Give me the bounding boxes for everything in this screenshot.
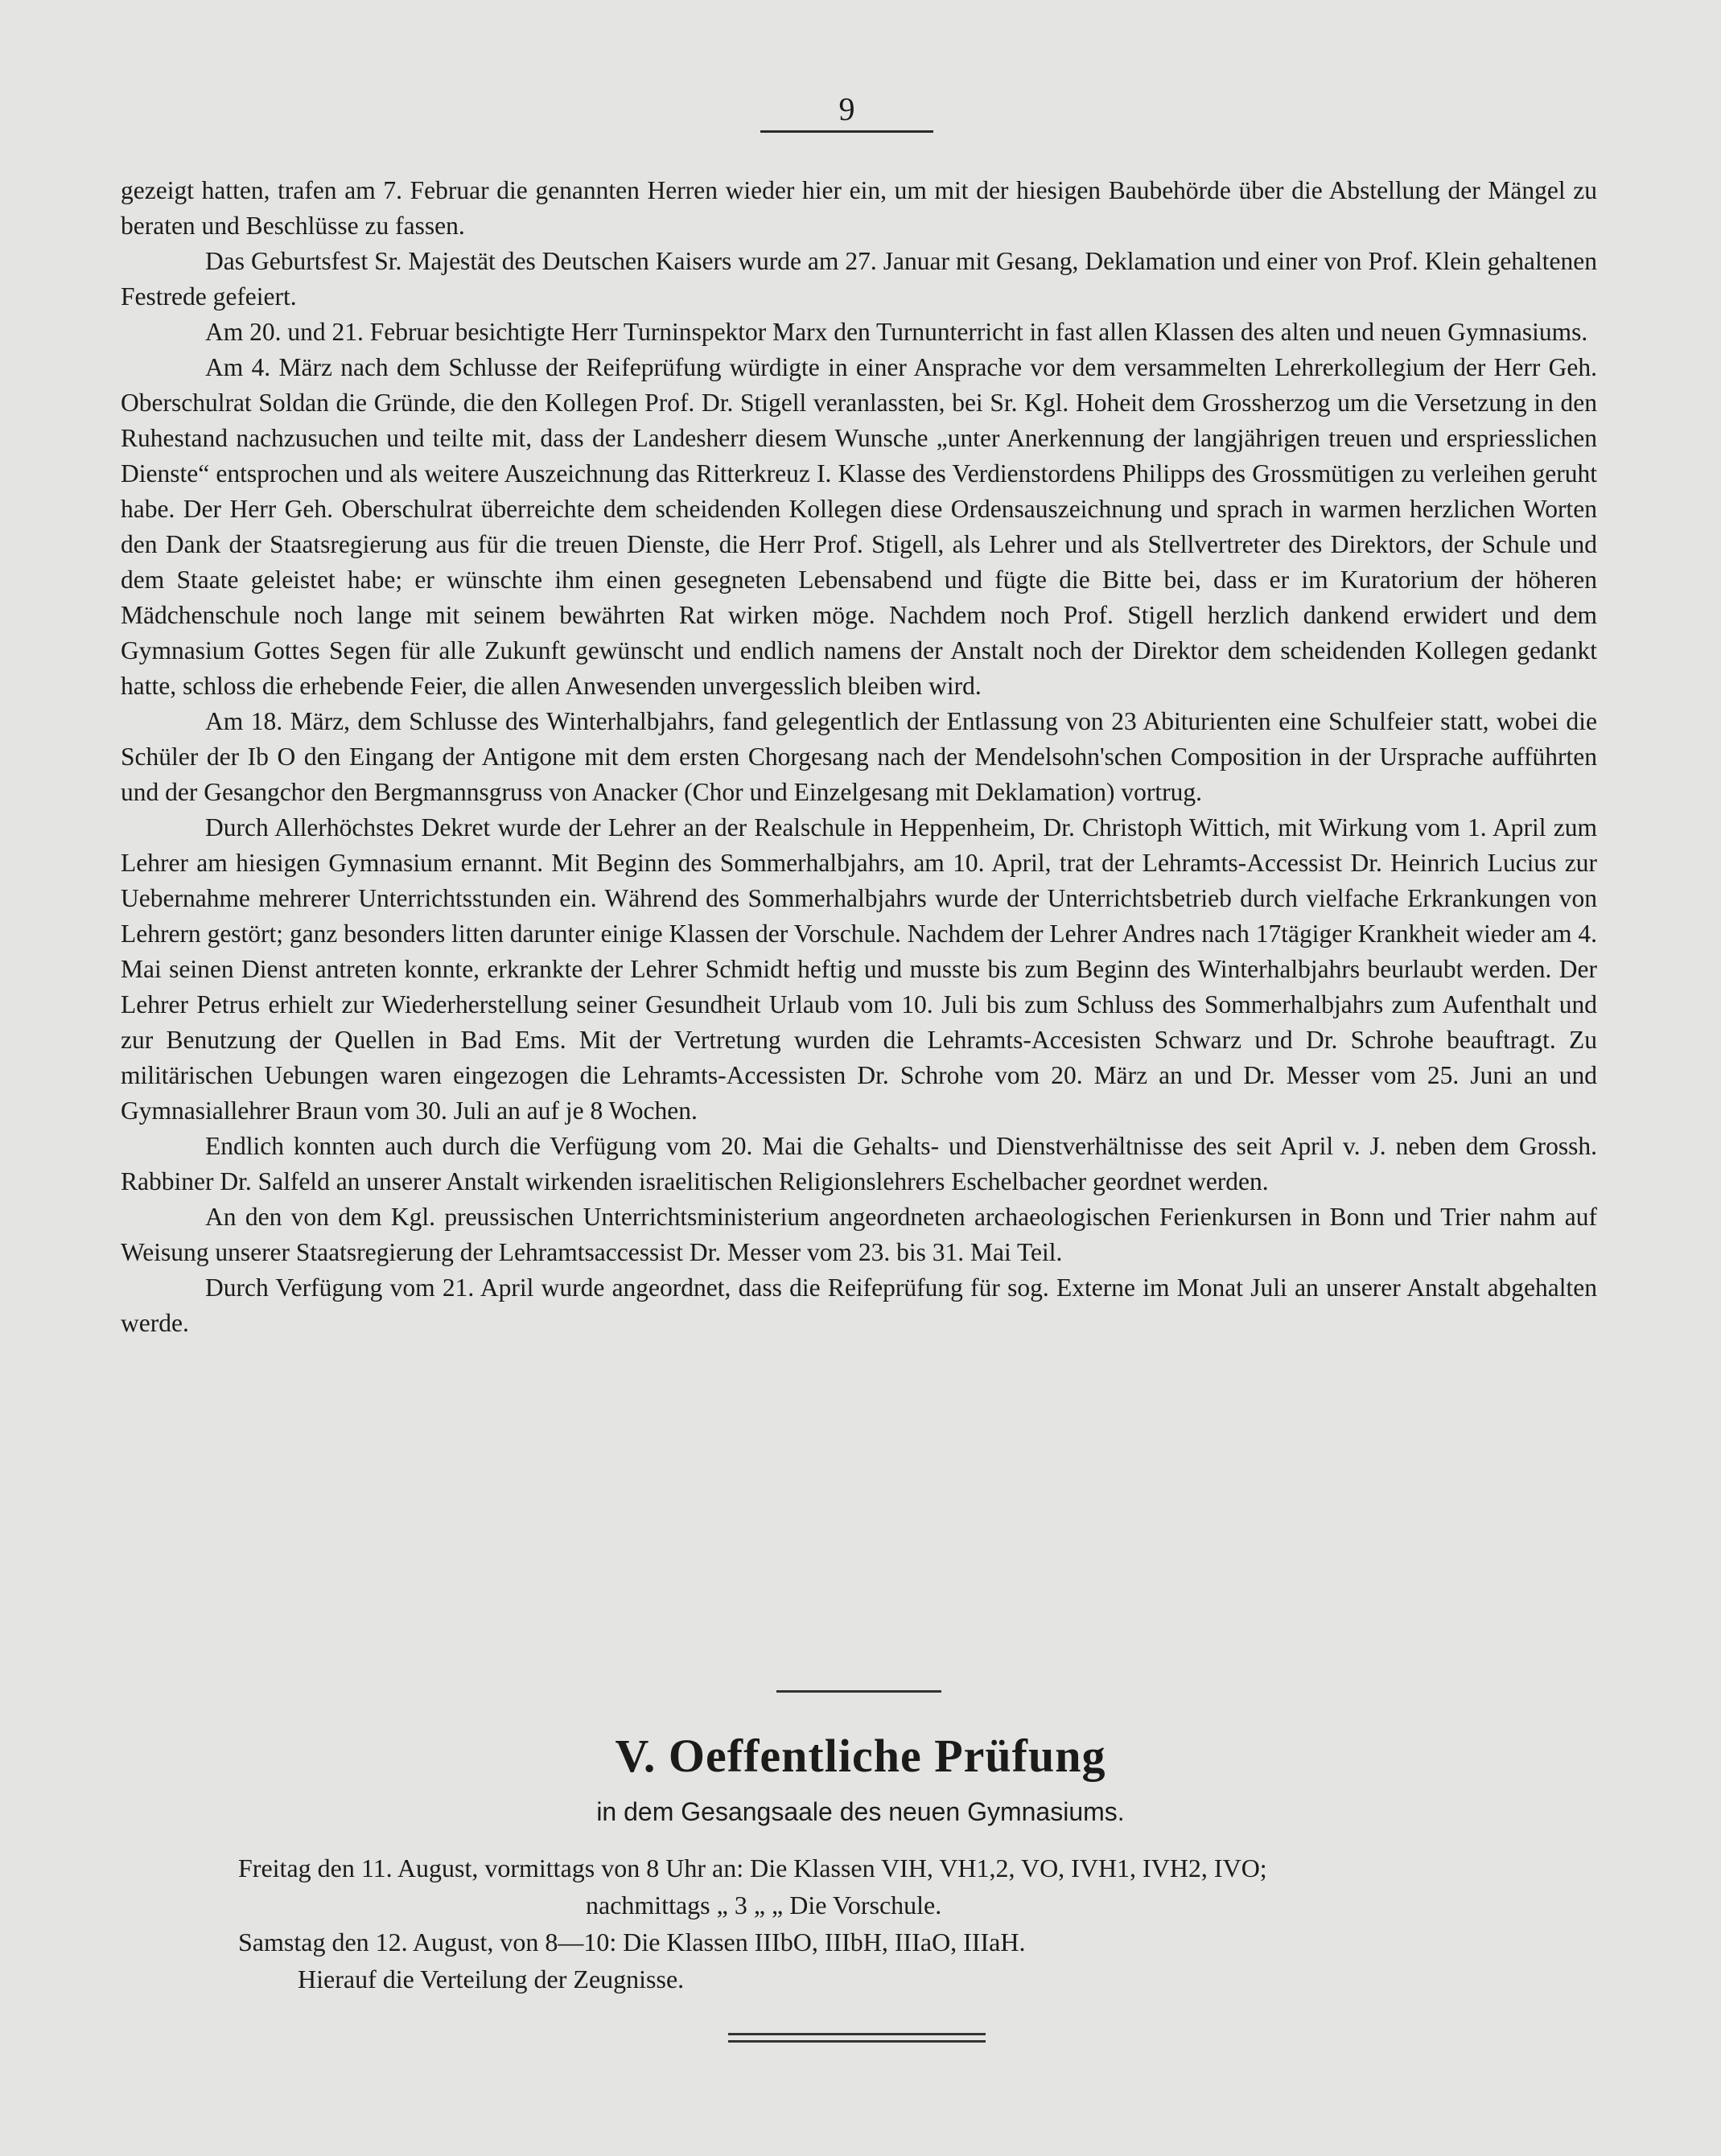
paragraph: Durch Allerhöchstes Dekret wurde der Lehrer an der Realschule in Heppenheim, Dr. Christoph Wittich, mit Wirkung vom 1. April zum Lehrer am hiesigen Gymnasium ernannt. Mit Beginn des Sommerhalbjahrs, am 10. April, trat der Lehramts-Accessist Dr. Heinrich Lucius zur Uebernahme mehrerer Unterrichtsstunden ein. Während des Sommerhalbjahrs wurde der Unterrichtsbetrieb durch vielfache Erkrankungen von Lehrern gestört; ganz besonders litten darunter einige Klassen der Vorschule. Nachdem der Lehrer Andres nach 17tägiger Krankheit wieder am 4. Mai seinen Dienst antreten konnte, erkrankte der Lehrer Schmidt heftig und musste bis zum Beginn des Winterhalbjahrs beurlaubt werden. Der Lehrer Petrus erhielt zur Wiederherstellung seiner Gesundheit Urlaub vom 10. Juli bis zum Schluss des Sommerhalbjahrs zum Aufenthalt und zur Benutzung der Quellen in Bad Ems. Mit der Vertretung wurden die Lehramts-Accesisten Schwarz und Dr. Schrohe beauftragt. Zu militärischen Uebungen waren eingezogen die Lehramts-Accessisten Dr. Schrohe vom 20. März an und Dr. Messer vom 25. Juni an und Gymnasiallehrer Braun vom 30. Juli an auf je 8 Wochen. bbox=[121, 813, 1597, 1125]
paragraph: Endlich konnten auch durch die Verfügung vom 20. Mai die Gehalts- und Dienstverhältnisse des seit April v. J. neben dem Grossh. Rabbiner Dr. Salfeld an unserer Anstalt wirkenden israelitischen Religionslehrers Eschelbacher geordnet werden. bbox=[121, 1132, 1597, 1195]
schedule-line-certificates: Hierauf die Verteilung der Zeugnisse. bbox=[298, 1965, 685, 1993]
section-subheading: in dem Gesangsaale des neuen Gymnasiums. bbox=[596, 1797, 1125, 1826]
page-number: 9 bbox=[760, 90, 933, 133]
end-divider-top bbox=[728, 2033, 986, 2035]
paragraph: gezeigt hatten, trafen am 7. Februar die genannten Herren wieder hier ein, um mit der hiesigen Baubehörde über die Abstellung der Mängel zu beraten und Beschlüsse zu fassen. bbox=[121, 176, 1597, 240]
paragraph: Am 4. März nach dem Schlusse der Reifeprüfung würdigte in einer Ansprache vor dem versammelten Lehrerkollegium der Herr Geh. Oberschulrat Soldan die Gründe, die den Kollegen Prof. Dr. Stigell veranlassten, bei Sr. Kgl. Hoheit dem Grossherzog um die Versetzung in den Ruhestand nachzusuchen und teilte mit, dass der Landesherr diesem Wunsche „unter Anerkennung der langjährigen treuen und erspriesslichen Dienste“ entsprochen und als weitere Auszeichnung das Ritterkreuz I. Klasse des Verdienstordens Philipps des Grossmütigen zu verleihen geruht habe. Der Herr Geh. Oberschulrat überreichte dem scheidenden Kollegen diese Ordensauszeichnung und sprach in warmen herzlichen Worten den Dank der Staatsregierung aus für die treuen Dienste, die Herr Prof. Stigell, als Lehrer und als Stellvertreter des Direktors, der Schule und dem Staate geleistet habe; er wünschte ihm einen gesegneten Lebensabend und fügte die Bitte bei, dass er im Kuratorium der höheren Mädchenschule noch lange mit seinem bewährten Rat wirken möge. Nachdem noch Prof. Stigell herzlich dankend erwidert und dem Gymnasium Gottes Segen für alle Zukunft gewünscht und endlich namens der Anstalt noch der Direktor dem scheidenden Kollegen gedankt hatte, schloss die erhebende Feier, die allen Anwesenden unvergesslich bleiben wird. bbox=[121, 353, 1597, 700]
paragraph: Am 20. und 21. Februar besichtigte Herr Turninspektor Marx den Turnunterricht in fast allen Klassen des alten und neuen Gymnasiums. bbox=[205, 318, 1588, 346]
schedule-line-friday: Freitag den 11. August, vormittags von 8 Uhr an: Die Klassen VIH, VH1,2, VO, IVH1, IVH2, IVO; bbox=[238, 1854, 1267, 1882]
paragraph: An den von dem Kgl. preussischen Unterrichtsministerium angeordneten archaeologischen Ferienkursen in Bonn und Trier nahm auf Weisung unserer Staatsregierung der Lehramtsaccessist Dr. Messer vom 23. bis 31. Mai Teil. bbox=[121, 1203, 1597, 1266]
paragraph: Am 18. März, dem Schlusse des Winterhalbjahrs, fand gelegentlich der Entlassung von 23 Abiturienten eine Schulfeier statt, wobei die Schüler der Ib O den Eingang der Antigone mit dem ersten Chorgesang nach der Mendelsohn'schen Composition in der Ursprache aufführten und der Gesangchor den Bergmannsgruss von Anacker (Chor und Einzelgesang mit Deklamation) vortrug. bbox=[121, 707, 1597, 806]
paragraph: Durch Verfügung vom 21. April wurde angeordnet, dass die Reifeprüfung für sog. Externe im Monat Juli an unserer Anstalt abgehalten werde. bbox=[121, 1273, 1597, 1337]
end-divider-bottom bbox=[728, 2040, 986, 2043]
schedule-line-afternoon: nachmittags „ 3 „ „ Die Vorschule. bbox=[586, 1891, 942, 1919]
schedule-line-saturday: Samstag den 12. August, von 8—10: Die Klassen IIIbO, IIIbH, IIIaO, IIIaH. bbox=[238, 1928, 1026, 1956]
section-heading: V. Oeffentliche Prüfung bbox=[615, 1730, 1106, 1782]
body-text bbox=[121, 173, 1597, 1341]
paragraph: Das Geburtsfest Sr. Majestät des Deutschen Kaisers wurde am 27. Januar mit Gesang, Deklamation und einer von Prof. Klein gehaltenen Festrede gefeiert. bbox=[121, 247, 1597, 311]
section-divider bbox=[776, 1690, 941, 1693]
